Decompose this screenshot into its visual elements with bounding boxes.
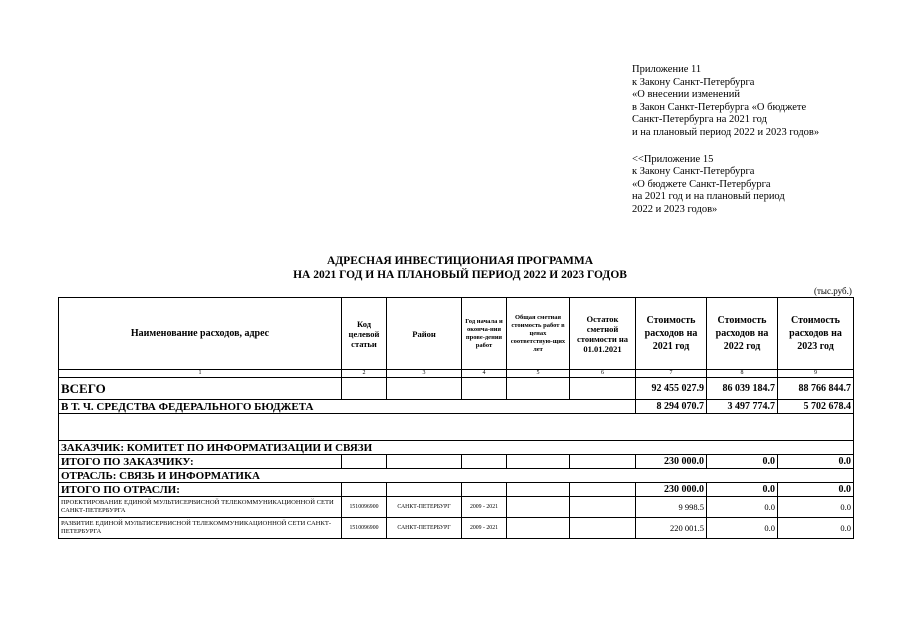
appendix-line: и на плановый период 2022 и 2023 годов» [632, 126, 820, 138]
col-number: 9 [778, 370, 854, 378]
title-line-2: НА 2021 ГОД И НА ПЛАНОВЫЙ ПЕРИОД 2022 И 2023 ГОДОВ [293, 269, 627, 281]
item-years: 2009 - 2021 [462, 518, 507, 539]
industry-label: ОТРАСЛЬ: СВЯЗЬ И ИНФОРМАТИКА [59, 469, 854, 483]
customer-total-row [59, 455, 854, 469]
col-number: 4 [462, 370, 507, 378]
item-2023: 0.0 [778, 497, 854, 518]
appendix-line: к Закону Санкт-Петербурга [632, 76, 755, 88]
item-2021: 9 998.5 [636, 497, 707, 518]
federal-2021: 8 294 070.7 [636, 400, 707, 414]
industry-total-2022: 0.0 [707, 483, 778, 497]
appendix-line: <<Приложение 15 [632, 153, 714, 165]
appendix-line: 2022 и 2023 годов» [632, 203, 718, 215]
appendix-line: Санкт-Петербурга на 2021 год [632, 114, 767, 126]
header-row [59, 298, 854, 370]
item-district: САНКТ-ПЕТЕРБУРГ [387, 497, 462, 518]
total-2022: 86 039 184.7 [707, 378, 778, 400]
item-code: 1510096900 [342, 497, 387, 518]
units-label: (тыс.руб.) [814, 286, 852, 296]
customer-total-2021: 230 000.0 [636, 455, 707, 469]
item-2022: 0.0 [707, 518, 778, 539]
appendix-block-15 [632, 154, 819, 217]
header-years: Год начала и оконча-ния прове-дения работ [462, 298, 507, 370]
appendix-line: «О бюджете Санкт-Петербурга [632, 178, 771, 190]
header-name: Наименование расходов, адрес [59, 298, 342, 370]
title-line-1: АДРЕСНАЯ ИНВЕСТИЦИОНИАЯ ПРОГРАММА [326, 255, 594, 267]
industry-total-row [59, 483, 854, 497]
item-2022: 0.0 [707, 497, 778, 518]
header-2023: Стоимость расходов на 2023 год [778, 298, 854, 370]
spacer-row [59, 414, 854, 441]
item-years: 2009 - 2021 [462, 497, 507, 518]
total-2021: 92 455 027.9 [636, 378, 707, 400]
investment-table [58, 297, 854, 539]
table-row [59, 497, 854, 518]
industry-row [59, 469, 854, 483]
appendix-line: «О внесении изменений [632, 89, 740, 101]
appendix-note [632, 64, 819, 217]
customer-label: ЗАКАЗЧИК: КОМИТЕТ ПО ИНФОРМАТИЗАЦИИ И СВЯЗИ [59, 441, 854, 455]
customer-total-2022: 0.0 [707, 455, 778, 469]
item-code: 1510096900 [342, 518, 387, 539]
col-number: 7 [636, 370, 707, 378]
appendix-line: в Закон Санкт-Петербурга «О бюджете [632, 101, 807, 113]
header-remainder: Остаток сметной стоимости на 01.01.2021 [570, 298, 636, 370]
col-number: 2 [342, 370, 387, 378]
total-label: ВСЕГО [59, 378, 342, 400]
col-number: 5 [507, 370, 570, 378]
customer-total-2023: 0.0 [778, 455, 854, 469]
industry-total-2021: 230 000.0 [636, 483, 707, 497]
customer-total-label: ИТОГО ПО ЗАКАЗЧИКУ: [59, 455, 342, 469]
item-name: РАЗВИТИЕ ЕДИНОЙ МУЛЬТИСЕРВИСНОЙ ТЕЛЕКОММУНИКАЦИОННОЙ СЕТИ САНКТ-ПЕТЕРБУРГА [59, 518, 342, 539]
appendix-line: Приложение 11 [632, 64, 702, 75]
col-number: 3 [387, 370, 462, 378]
item-2021: 220 001.5 [636, 518, 707, 539]
item-district: САНКТ-ПЕТЕРБУРГ [387, 518, 462, 539]
column-numbers-row [59, 370, 854, 378]
header-code: Код целевой статьи [342, 298, 387, 370]
federal-2023: 5 702 678.4 [778, 400, 854, 414]
industry-total-2023: 0.0 [778, 483, 854, 497]
header-district: Район [387, 298, 462, 370]
total-2023: 88 766 844.7 [778, 378, 854, 400]
federal-2022: 3 497 774.7 [707, 400, 778, 414]
col-number: 1 [59, 370, 342, 378]
federal-label: В Т. Ч. СРЕДСТВА ФЕДЕРАЛЬНОГО БЮДЖЕТА [59, 400, 636, 414]
appendix-line: на 2021 год и на плановый период [632, 191, 785, 203]
appendix-block-11 [632, 64, 819, 140]
item-name: ПРОЕКТИРОВАНИЕ ЕДИНОЙ МУЛЬТИСЕРВИСНОЙ ТЕЛЕКОММУНИКАЦИОННОЙ СЕТИ САНКТ-ПЕТЕРБУРГА [59, 497, 342, 518]
table-row [59, 518, 854, 539]
col-number: 8 [707, 370, 778, 378]
col-number: 6 [570, 370, 636, 378]
document-title [270, 254, 650, 282]
header-total-cost: Общая сметная стоимость работ в ценах соответствую-щих лет [507, 298, 570, 370]
customer-row [59, 441, 854, 455]
header-2021: Стоимость расходов на 2021 год [636, 298, 707, 370]
federal-row [59, 400, 854, 414]
total-row [59, 378, 854, 400]
industry-total-label: ИТОГО ПО ОТРАСЛИ: [59, 483, 342, 497]
header-2022: Стоимость расходов на 2022 год [707, 298, 778, 370]
item-2023: 0.0 [778, 518, 854, 539]
appendix-line: к Закону Санкт-Петербурга [632, 166, 755, 178]
